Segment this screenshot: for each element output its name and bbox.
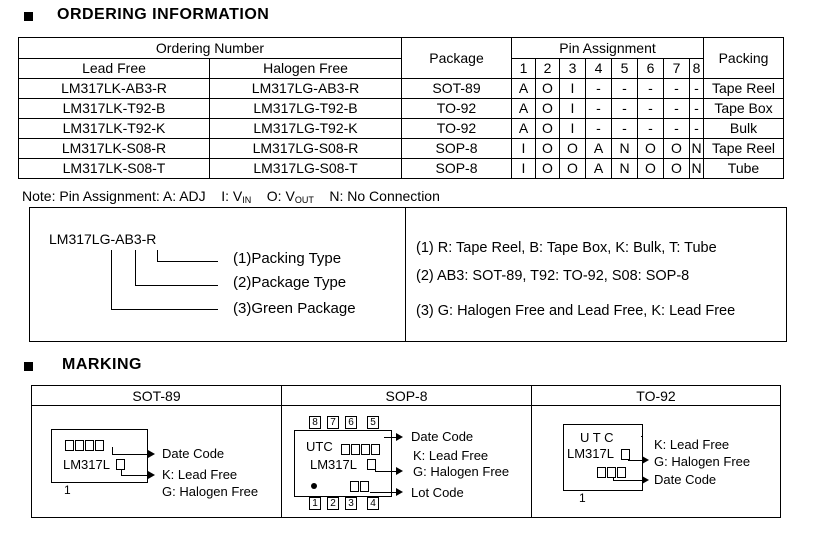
sot89-part: LM317L [63,457,110,472]
pin-cell: O [560,159,586,179]
packing-cell: Tape Reel [704,139,784,159]
to92-header: TO-92 [532,386,781,406]
packing-cell: Bulk [704,119,784,139]
pin-cell: I [560,79,586,99]
halogen-free-cell: LM317LG-T92-K [210,119,402,139]
pin-cell: N [612,139,638,159]
sot89-k-lead: K: Lead Free [162,467,238,482]
pin-number: 6 [638,59,664,79]
pin-cell: O [536,79,560,99]
to92-g-halogen: G: Halogen Free [654,454,751,469]
pin-number: 2 [536,59,560,79]
lead-free-cell: LM317LK-AB3-R [19,79,210,99]
pin-cell: - [638,99,664,119]
table-row [19,159,784,179]
halogen-free-header: Halogen Free [210,59,402,79]
pin-number: 5 [612,59,638,79]
packing-type-label: (1)Packing Type [233,250,342,267]
halogen-free-cell: LM317LG-S08-T [210,159,402,179]
pin-cell: N [612,159,638,179]
to92-part: LM317L [567,446,614,461]
pin-cell: A [512,99,536,119]
lead-free-cell: LM317LK-T92-K [19,119,210,139]
sop8-pin: 2 [327,497,339,510]
sop8-pin: 8 [309,416,321,429]
sot89-date-code: Date Code [162,446,225,461]
pin-cell: O [638,159,664,179]
halogen-free-cell: LM317LG-T92-B [210,99,402,119]
pin-cell: - [664,99,690,119]
green-explain: (3) G: Halogen Free and Lead Free, K: Lead Free [416,303,736,319]
pin-cell: O [536,139,560,159]
pin-assignment-note: Note: Pin Assignment: A: ADJ I: $V_{IN}$ O: $V_{OUT}$ N: No Connection [22,188,440,205]
pin-number: 7 [664,59,690,79]
package-cell: TO-92 [402,99,512,119]
pin-cell: - [586,119,612,139]
packing-explain: (1) R: Tape Reel, B: Tape Box, K: Bulk, T: Tube [416,240,717,256]
pin-cell: - [638,79,664,99]
sop8-pin: 4 [367,497,379,510]
pin-cell: A [512,79,536,99]
pin-cell: I [512,139,536,159]
table-row [19,119,784,139]
to92-k-lead: K: Lead Free [654,437,730,452]
sop8-part: LM317L [310,457,357,472]
package-type-label: (2)Package Type [233,274,347,291]
table-row [19,79,784,99]
packing-cell: Tape Reel [704,79,784,99]
pin-cell: O [536,99,560,119]
package-cell: SOP-8 [402,139,512,159]
green-package-label: (3)Green Package [233,300,356,317]
ordering-title: ORDERING INFORMATION [57,6,270,23]
table-row [19,139,784,159]
sot89-g-halogen: G: Halogen Free [162,484,259,499]
package-header: Package [402,38,512,79]
sop8-pin: 5 [367,416,379,429]
pin1-dot [311,483,317,489]
pin-number: 4 [586,59,612,79]
pin-cell: I [560,119,586,139]
pin-cell: - [586,99,612,119]
halogen-free-cell: LM317LG-S08-R [210,139,402,159]
pin-assignment-header: Pin Assignment [512,38,704,59]
package-cell: SOT-89 [402,79,512,99]
pin-cell: - [664,119,690,139]
section-bullet [24,362,33,371]
marking-title: MARKING [62,356,142,373]
lead-free-cell: LM317LK-T92-B [19,99,210,119]
pin-cell: A [586,139,612,159]
pin-cell: O [638,139,664,159]
sop8-header: SOP-8 [282,386,532,406]
pin-cell: - [612,119,638,139]
pin-cell: O [664,139,690,159]
divider [405,207,406,341]
pin-cell: O [536,159,560,179]
lead-free-cell: LM317LK-S08-R [19,139,210,159]
sop8-pin: 6 [345,416,357,429]
part-code: LM317LG-AB3-R [49,231,157,247]
sop8-pin: 7 [327,416,339,429]
pin-cell: O [560,139,586,159]
pin-cell: - [586,79,612,99]
sop8-lot-code: Lot Code [411,485,464,500]
package-cell: TO-92 [402,119,512,139]
packing-cell: Tube [704,159,784,179]
pin-number: 8 [690,59,704,79]
sop8-k-lead: K: Lead Free [413,448,489,463]
package-explain: (2) AB3: SOT-89, T92: TO-92, S08: SOP-8 [416,268,690,284]
pin-cell: - [612,99,638,119]
sot89-header: SOT-89 [32,386,282,406]
pin-number: 1 [512,59,536,79]
table-row [19,99,784,119]
ordering-number-header: Ordering Number [19,38,402,59]
pin-number: 3 [560,59,586,79]
pin-cell: N [690,159,704,179]
sop8-utc: UTC [306,439,333,454]
packing-cell: Tape Box [704,99,784,119]
pin-cell: - [690,79,704,99]
sop8-date-code: Date Code [411,429,474,444]
pin-cell: - [664,79,690,99]
pin-cell: A [586,159,612,179]
to92-date-code: Date Code [654,472,717,487]
pin-cell: I [512,159,536,179]
lead-free-cell: LM317LK-S08-T [19,159,210,179]
pin-cell: O [536,119,560,139]
package-cell: SOP-8 [402,159,512,179]
pin-cell: - [690,99,704,119]
pin-cell: - [638,119,664,139]
section-bullet [24,12,33,21]
pin-cell: O [664,159,690,179]
to92-utc: U T C [580,430,614,445]
to92-pin1: 1 [579,491,586,505]
pin-cell: - [690,119,704,139]
ordering-table [18,37,784,179]
lead-free-header: Lead Free [19,59,210,79]
sop8-pin: 1 [309,497,321,510]
sop8-pin: 3 [345,497,357,510]
pin-cell: A [512,119,536,139]
halogen-free-cell: LM317LG-AB3-R [210,79,402,99]
sot89-pin1: 1 [64,483,71,497]
packing-header: Packing [704,38,784,79]
date-code-boxes [65,437,105,455]
pin-cell: I [560,99,586,119]
pin-cell: - [612,79,638,99]
pin-cell: N [690,139,704,159]
sop8-g-halogen: G: Halogen Free [413,464,510,479]
